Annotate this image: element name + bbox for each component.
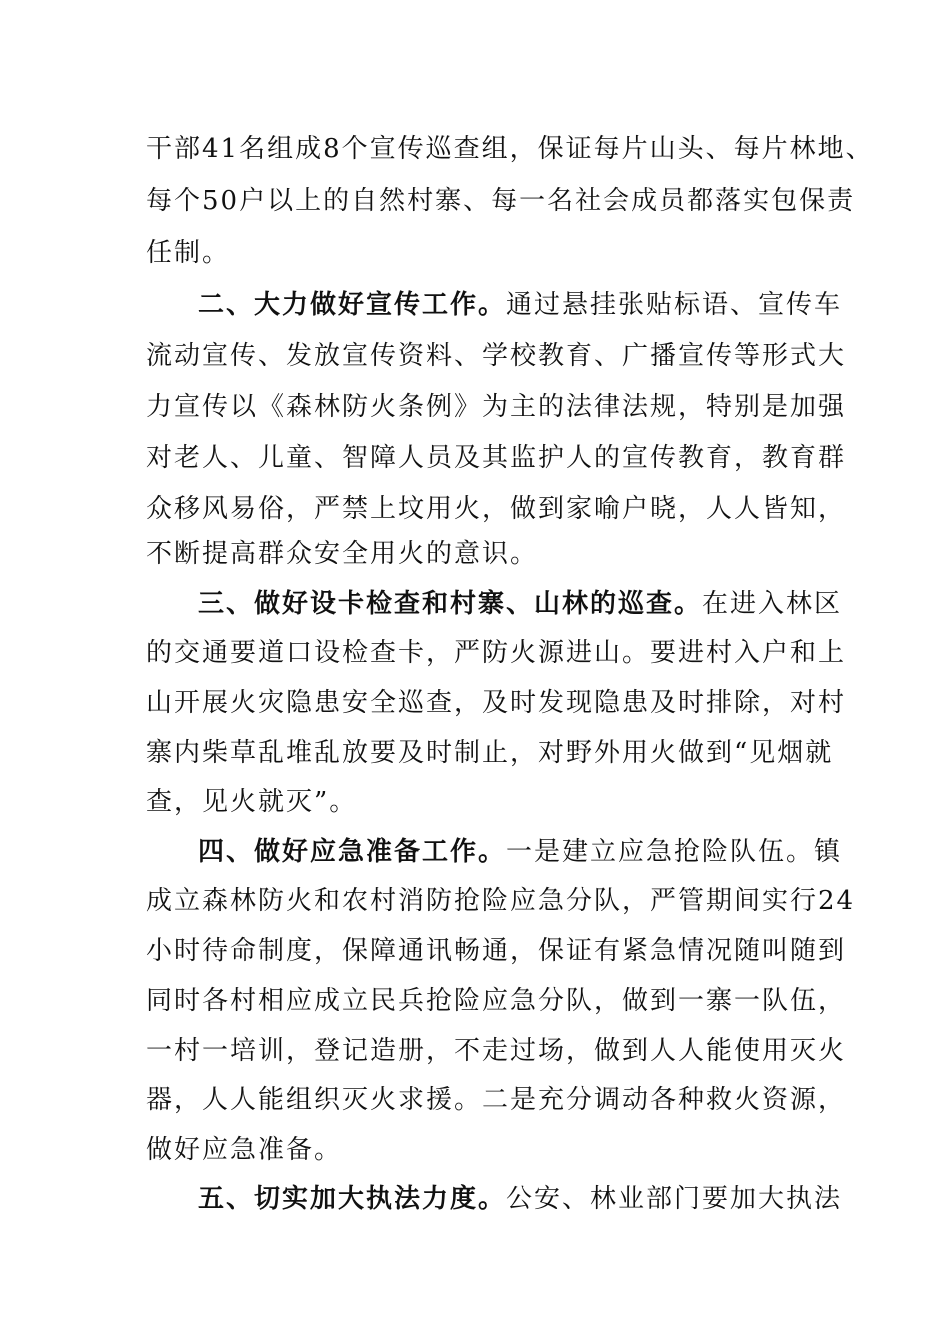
text-line: 每个50户以上的自然村寨、每一名社会成员都落实包保责 — [146, 186, 856, 216]
text-line: 寨内柴草乱堆乱放要及时制止，对野外用火做到“见烟就 — [146, 738, 834, 768]
text-line: 力宣传以《森林防火条例》为主的法律法规，特别是加强 — [146, 392, 847, 422]
text-run: 在进入林区 — [702, 589, 843, 619]
text-line: 一村一培训，登记造册，不走过场，做到人人能使用灭火 — [146, 1036, 847, 1066]
section-heading: 四、做好应急准备工作。 — [198, 837, 507, 867]
text-line: 流动宣传、发放宣传资料、学校教育、广播宣传等形式大 — [146, 341, 847, 371]
text-line: 器，人人能组织灭火求援。二是充分调动各种救火资源， — [146, 1085, 847, 1115]
text-run: 一是建立应急抢险队伍。镇 — [506, 837, 843, 867]
text-line: 的交通要道口设检查卡，严防火源进山。要进村入户和上 — [146, 638, 847, 668]
text-line: 山开展火灾隐患安全巡查，及时发现隐患及时排除，对村 — [146, 688, 847, 718]
paragraph-first-line — [198, 1182, 842, 1216]
text-run: 通过悬挂张贴标语、宣传车 — [506, 290, 843, 320]
section-heading: 二、大力做好宣传工作。 — [198, 290, 507, 320]
text-line: 查，见火就灭”。 — [146, 787, 358, 817]
text-run: 公安、林业部门要加大执法 — [506, 1184, 843, 1214]
section-heading: 三、做好设卡检查和村寨、山林的巡查。 — [198, 589, 703, 619]
text-line: 不断提高群众安全用火的意识。 — [146, 539, 539, 569]
section-heading: 五、切实加大执法力度。 — [198, 1184, 507, 1214]
text-line: 干部41名组成8个宣传巡查组，保证每片山头、每片林地、 — [146, 134, 874, 164]
text-line: 做好应急准备。 — [146, 1135, 343, 1165]
text-line: 任制。 — [146, 238, 231, 268]
paragraph-first-line — [198, 587, 842, 621]
text-line: 成立森林防火和农村消防抢险应急分队，严管期间实行24 — [146, 886, 856, 916]
paragraph-first-line — [198, 835, 842, 869]
text-line: 对老人、儿童、智障人员及其监护人的宣传教育，教育群 — [146, 443, 847, 473]
text-line: 同时各村相应成立民兵抢险应急分队，做到一寨一队伍， — [146, 986, 847, 1016]
text-line: 小时待命制度，保障通讯畅通，保证有紧急情况随叫随到 — [146, 936, 847, 966]
paragraph-first-line — [198, 288, 842, 322]
text-line: 众移风易俗，严禁上坟用火，做到家喻户晓，人人皆知， — [146, 494, 847, 524]
